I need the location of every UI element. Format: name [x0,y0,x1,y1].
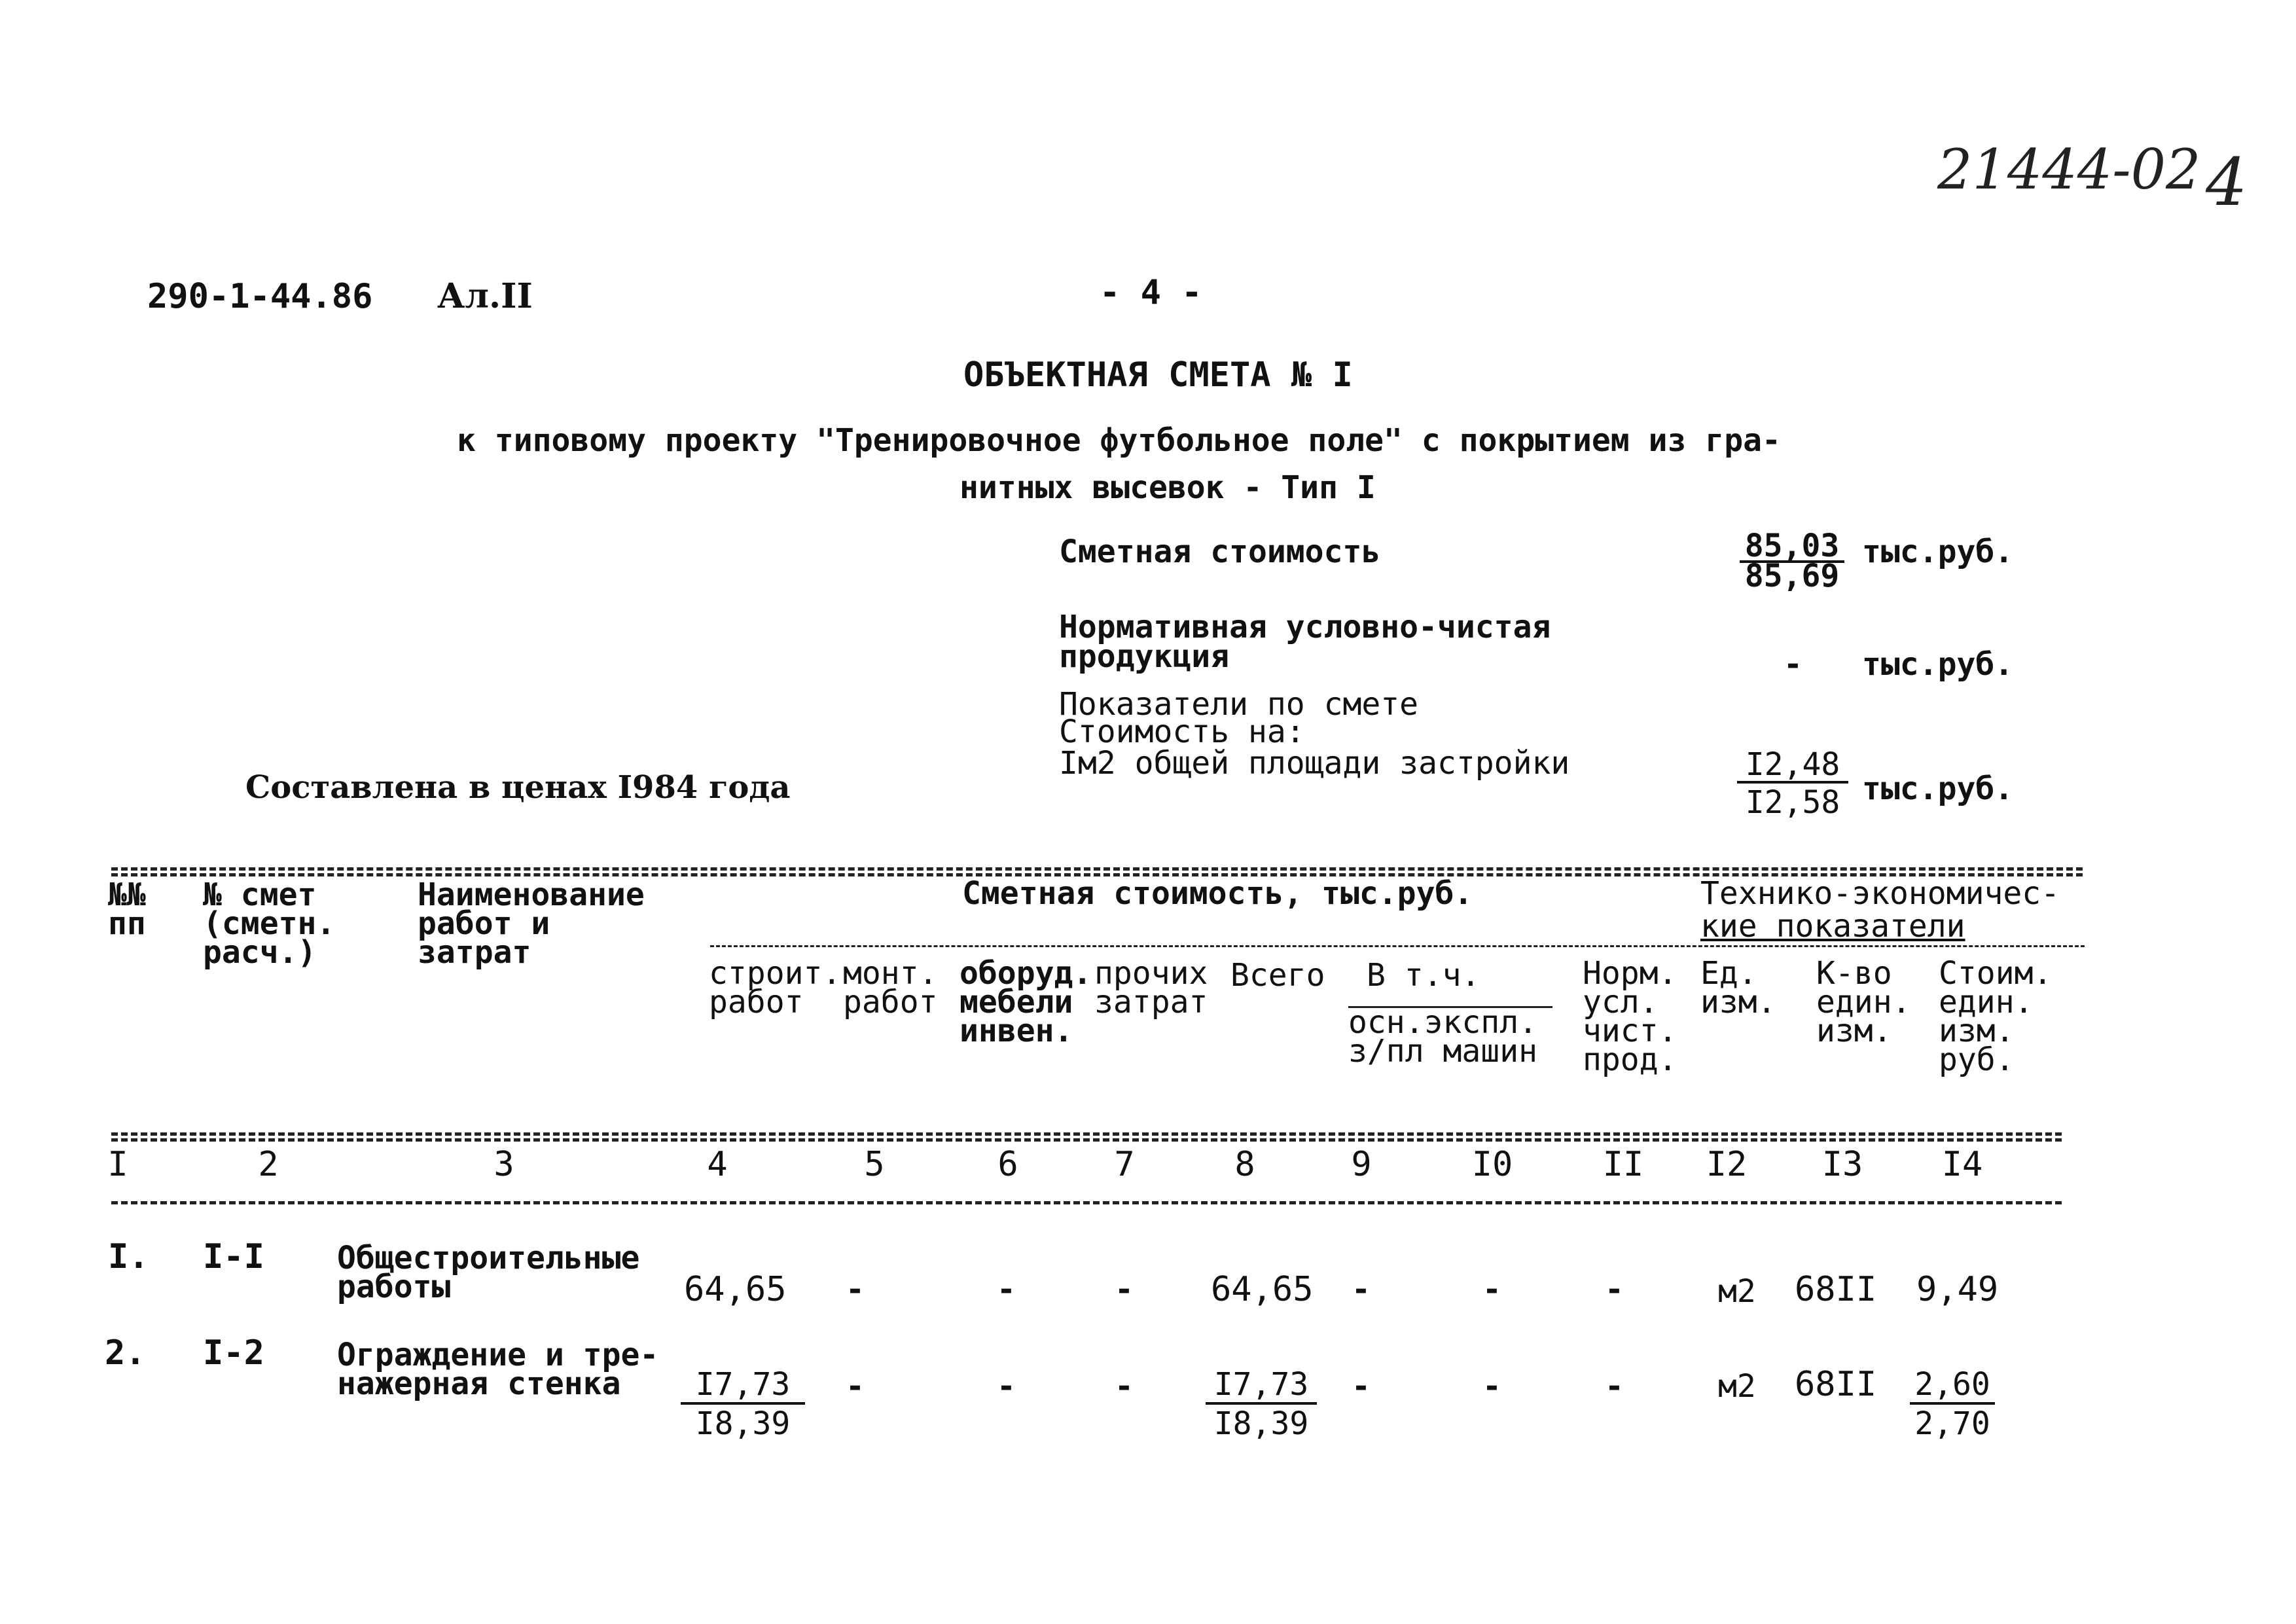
row-total-cost-top: I7,73 [1206,1368,1317,1405]
row-unit-cost-top: 2,60 [1910,1368,1995,1405]
col-header-other: прочих затрат [1094,955,1208,1020]
row-unit: м2 [1718,1368,1756,1405]
col-header-mount: монт. работ [843,955,938,1020]
area-unit: тыс.руб. [1862,770,2014,807]
row-equipment-cost: - [997,1368,1016,1405]
prices-note: Составлена в ценах I984 года [245,769,791,806]
cost-group-header: Сметная стоимость, тыс.руб. [962,875,1473,912]
estimate-subtitle-line2: нитных высевок - Тип I [960,469,1376,506]
col-header-unit: Ед. изм. [1700,955,1776,1020]
col-number: 4 [707,1145,728,1184]
col-number: I [107,1145,128,1184]
col-header-norm: Норм. усл. чист. прод. [1583,955,1677,1078]
col-number: 7 [1114,1145,1135,1184]
indicators-line3: Iм2 общей площади застройки [1059,745,1570,782]
row-norm-product: - [1605,1368,1624,1405]
row-qty: 68II [1795,1270,1877,1309]
row-wage: - [1352,1271,1371,1308]
col-number: 6 [997,1145,1018,1184]
indicators-line2: Стоимость на: [1059,713,1305,750]
document-code: 290-1-44.86 [147,277,373,316]
col-number: 3 [493,1145,514,1184]
row-build-cost: 64,65 [684,1270,787,1309]
col-number: II [1602,1145,1644,1184]
row-name-line1: Общестроительные [337,1240,640,1276]
col-number: I0 [1471,1145,1513,1184]
header-bottom-rule [111,1132,2062,1136]
row-no: I. [108,1237,149,1276]
cost-label: Сметная стоимость [1059,533,1381,570]
norm-unit: тыс.руб. [1862,646,2014,683]
handwritten-sheet-number: 4 [2206,144,2248,221]
indicators-line1: Показатели по смете [1059,686,1419,723]
row-equipment-cost: - [997,1271,1016,1308]
col-number: I3 [1821,1145,1863,1184]
row-other-cost: - [1115,1368,1134,1405]
row-unit-cost: 9,49 [1916,1270,1999,1309]
row-wage: - [1352,1368,1371,1405]
album-label: Ал.II [437,276,533,316]
col-header-wage-machines: осн.экспл. з/пл машин [1348,1004,1537,1070]
tech-group-header-line1: Технико-экономичес- [1700,875,2060,912]
row-unit: м2 [1718,1273,1756,1310]
numbers-bottom-rule [111,1201,2062,1204]
cost-unit: тыс.руб. [1862,533,2014,570]
cost-value-bottom: 85,69 [1744,558,1840,594]
area-value [1737,746,1848,821]
col-header-no: №№ пп [108,876,146,942]
row-machines: - [1482,1368,1501,1405]
row-name-line2: работы [337,1269,451,1305]
norm-label-line1: Нормативная условно-чистая [1059,609,1551,645]
col-header-unit-cost: Стоим. един. изм. руб. [1939,955,2053,1078]
row-build-cost-top: I7,73 [681,1368,805,1405]
row-estimate-no: I-2 [203,1333,264,1373]
estimate-subtitle-line1: к типовому проекту "Тренировочное футбольное поле" с покрытием из гра- [457,422,1781,459]
col-number: I2 [1706,1145,1748,1184]
row-unit-cost [1910,1368,1995,1440]
row-norm-product: - [1605,1271,1624,1308]
estimate-title: ОБЪЕКТНАЯ СМЕТА № I [963,355,1353,395]
row-total-cost: 64,65 [1211,1270,1314,1309]
cost-group-rule [710,945,2085,947]
col-number: 5 [864,1145,885,1184]
col-number: 8 [1234,1145,1255,1184]
row-machines: - [1482,1271,1501,1308]
col-number: 2 [258,1145,279,1184]
col-header-incl: В т.ч. [1367,957,1480,994]
header-bottom-rule-2 [111,1138,2062,1142]
row-unit-cost-bottom: 2,70 [1914,1405,1990,1442]
col-header-equipment: оборуд. мебели инвен. [960,955,1092,1049]
row-mount-cost: - [846,1368,865,1405]
tech-group-header-line2: кие показатели [1700,908,1965,945]
row-qty: 68II [1795,1365,1877,1404]
cost-value [1740,528,1844,594]
area-value-top: I2,48 [1737,749,1848,784]
col-number: 9 [1351,1145,1372,1184]
col-header-build: строит. работ [709,955,842,1020]
handwritten-code: 21444-02 [1937,137,2201,202]
row-name-line1: Ограждение и тре- [337,1337,659,1373]
col-header-estimate-no: № смет (сметн. расч.) [203,876,336,971]
row-build-cost-bottom: I8,39 [695,1405,791,1442]
col-header-name: Наименование работ и затрат [418,876,645,971]
col-header-total: Всего [1230,957,1325,994]
row-total-cost-bottom: I8,39 [1213,1405,1309,1442]
col-number: I4 [1941,1145,1983,1184]
page-number: - 4 - [1100,273,1202,312]
col-header-qty: К-во един. изм. [1816,955,1911,1049]
row-other-cost: - [1115,1271,1134,1308]
row-mount-cost: - [846,1271,865,1308]
row-no: 2. [105,1333,146,1373]
row-total-cost [1206,1368,1317,1440]
norm-value: - [1784,646,1803,683]
row-build-cost [681,1368,805,1440]
row-estimate-no: I-I [203,1237,264,1276]
area-value-bottom: I2,58 [1745,784,1840,821]
table-top-rule [111,867,2083,871]
cost-value-top: 85,03 [1740,533,1844,563]
row-name-line2: нажерная стенка [337,1365,621,1402]
norm-label-line2: продукция [1059,638,1230,675]
